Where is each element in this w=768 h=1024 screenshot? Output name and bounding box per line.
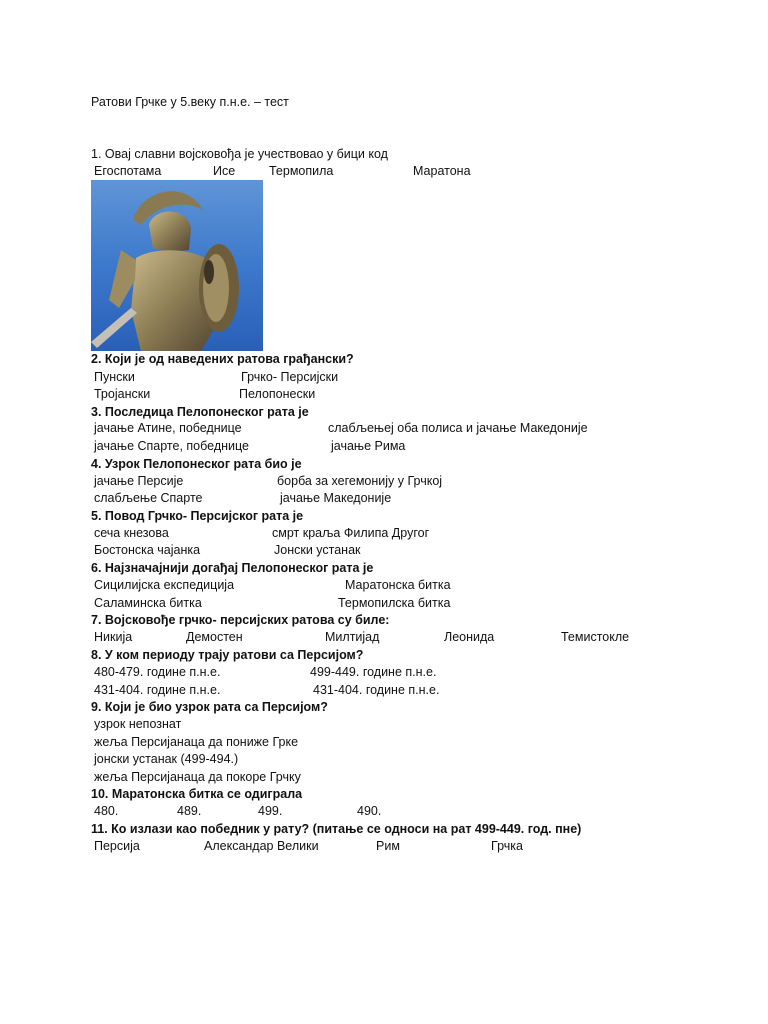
q2-option-d: Пелопонески <box>239 387 316 401</box>
q7-option-e: Темистокле <box>561 630 630 644</box>
q11-option-c: Рим <box>376 839 400 853</box>
question-5: 5. Повод Грчко- Персијског рата је <box>91 509 304 523</box>
q8-option-d: 431-404. године п.н.е. <box>313 683 440 697</box>
q4-option-d: јачање Македоније <box>280 491 392 505</box>
q5-option-d: Јонски устанак <box>274 543 361 557</box>
q3-option-d: јачање Рима <box>331 439 406 453</box>
q7-option-b: Демостен <box>186 630 243 644</box>
q9-option-a: узрок непознат <box>94 717 182 731</box>
question-2: 2. Који је од наведених ратова грађански? <box>91 352 354 366</box>
question-11: 11. Ко излази као победник у рату? (питање се односи на рат 499-449. год. пне) <box>91 822 582 836</box>
q8-option-c: 431-404. године п.н.е. <box>94 683 221 697</box>
q5-option-b: смрт краља Филипа Другог <box>272 526 430 540</box>
q7-option-d: Леонида <box>444 630 495 644</box>
q2-option-c: Тројански <box>94 387 151 401</box>
q7-option-c: Милтијад <box>325 630 380 644</box>
q6-option-d: Термопилска битка <box>338 596 451 610</box>
question-9: 9. Који је био узрок рата са Персијом? <box>91 700 328 714</box>
question-3: 3. Последица Пелопонеског рата је <box>91 405 309 419</box>
q5-option-a: сеча кнезова <box>94 526 169 540</box>
q4-option-b: борба за хегемонију у Грчкој <box>277 474 443 488</box>
q8-option-b: 499-449. године п.н.е. <box>310 665 437 679</box>
question-7: 7. Војсковође грчко- персијских ратова су биле: <box>91 613 390 627</box>
q1-option-a: Егоспотама <box>94 164 162 178</box>
q3-option-b: слабљењеј оба полиса и јачање Македоније <box>328 421 588 435</box>
q5-option-c: Бостонска чајанка <box>94 543 201 557</box>
q8-option-a: 480-479. године п.н.е. <box>94 665 221 679</box>
q10-option-b: 489. <box>177 804 202 818</box>
q1-option-d: Маратона <box>413 164 471 178</box>
question-10: 10. Маратонска битка се одиграла <box>91 787 303 801</box>
q7-option-a: Никија <box>94 630 133 644</box>
q4-option-c: слабљење Спарте <box>94 491 203 505</box>
q11-option-b: Александар Велики <box>204 839 319 853</box>
q9-option-c: јонски устанак (499-494.) <box>94 752 239 766</box>
document-title: Ратови Грчке у 5.веку п.н.е. – тест <box>91 95 289 109</box>
q10-option-a: 480. <box>94 804 119 818</box>
q10-option-d: 490. <box>357 804 382 818</box>
q2-option-a: Пунски <box>94 370 135 384</box>
q3-option-a: јачање Атине, победнице <box>94 421 242 435</box>
q11-option-a: Персија <box>94 839 140 853</box>
q6-option-c: Саламинска битка <box>94 596 202 610</box>
spartan-warrior-statue-image <box>91 180 263 351</box>
q1-option-c: Термопила <box>269 164 334 178</box>
q3-option-c: јачање Спарте, победнице <box>94 439 249 453</box>
q1-option-b: Исе <box>213 164 236 178</box>
q9-option-d: жеља Персијанаца да покоре Грчку <box>94 770 301 784</box>
q10-option-c: 499. <box>258 804 283 818</box>
question-6: 6. Најзначајнији догађај Пелопонеског рата је <box>91 561 374 575</box>
q9-option-b: жеља Персијанаца да пониже Грке <box>94 735 299 749</box>
q2-option-b: Грчко- Персијски <box>241 370 339 384</box>
question-4: 4. Узрок Пелопонеског рата био је <box>91 457 302 471</box>
question-1: 1. Овај славни војсковођа је учествовао у бици код <box>91 147 388 161</box>
q6-option-b: Маратонска битка <box>345 578 451 592</box>
q11-option-d: Грчка <box>491 839 523 853</box>
q4-option-a: јачање Персије <box>94 474 184 488</box>
q6-option-a: Сицилијска експедиција <box>94 578 235 592</box>
question-8: 8. У ком периоду трају ратови са Персијом? <box>91 648 364 662</box>
